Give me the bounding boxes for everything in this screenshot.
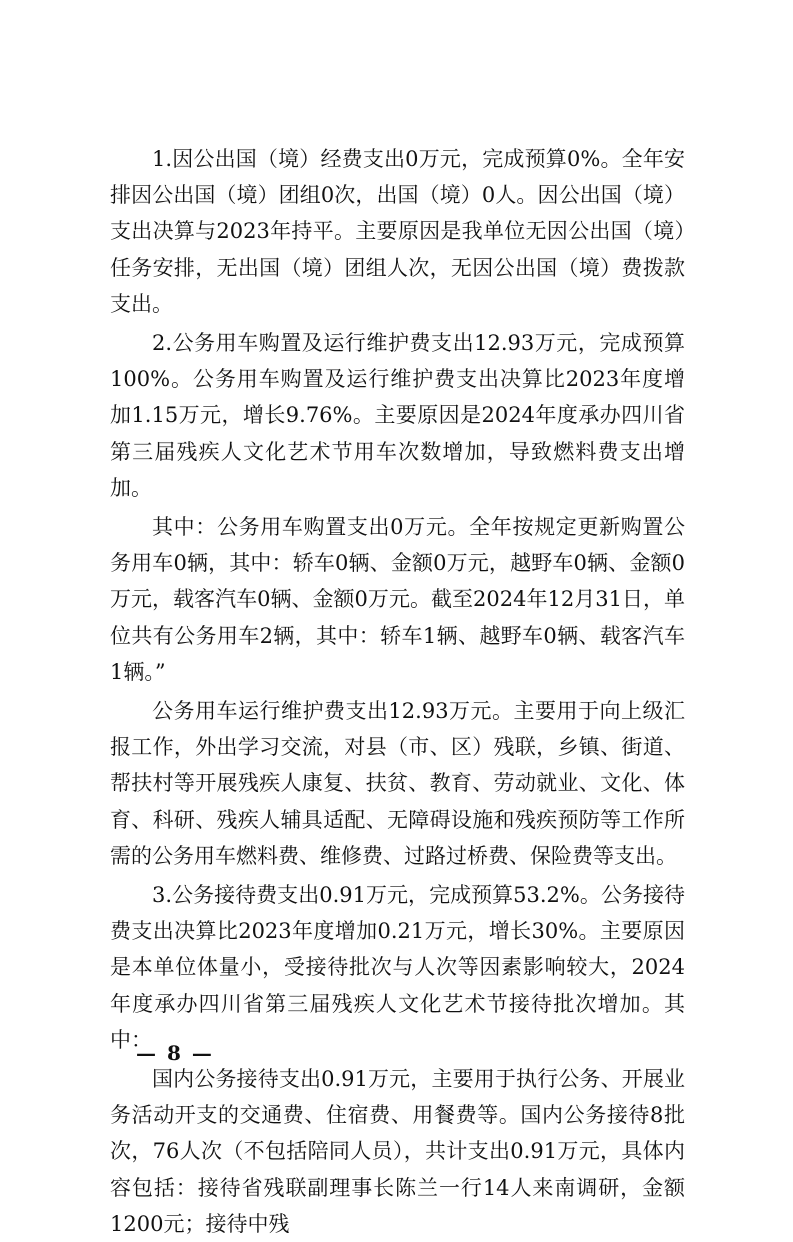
paragraph-vehicle-expense: 2.公务用车购置及运行维护费支出12.93万元，完成预算100%。公务用车购置及运行维护费支出决算比2023年度增加1.15万元，增长9.76%。主要原因是2024年度承办四川省第三届残疾人文化艺术节用车次数增加，导致燃料费支出增加。 [110, 331, 685, 500]
paragraph-overseas-expense: 1.因公出国（境）经费支出0万元，完成预算0%。全年安排因公出国（境）团组0次，出国（境）0人。因公出国（境）支出决算与2023年持平。主要原因是我单位无因公出国（境）任务安排，无出国（境）团组人次，无因公出国（境）费拨款支出。 [110, 147, 685, 316]
page-number: — 8 — [136, 1041, 214, 1065]
paragraph-vehicle-purchase: 其中：公务用车购置支出0万元。全年按规定更新购置公务用车0辆，其中：轿车0辆、金额0万元，越野车0辆、金额0万元，载客汽车0辆、金额0万元。截至2024年12月31日，单位共有公务用车2辆，其中：轿车1辆、越野车0辆、载客汽车1辆。” [110, 515, 685, 684]
paragraph-domestic-reception: 国内公务接待支出0.91万元，主要用于执行公务、开展业务活动开支的交通费、住宿费、用餐费等。国内公务接待8批次，76人次（不包括陪同人员），共计支出0.91万元，具体内容包括：接待省残联副理事长陈兰一行14人来南调研，金额1200元；接待中残 [110, 1067, 685, 1236]
paragraph-vehicle-maintenance: 公务用车运行维护费支出12.93万元。主要用于向上级汇报工作，外出学习交流，对县（市、区）残联，乡镇、街道、帮扶村等开展残疾人康复、扶贫、教育、劳动就业、文化、体育、科研、残疾人辅具适配、无障碍设施和残疾预防等工作所需的公务用车燃料费、维修费、过路过桥费、保险费等支出。 [110, 699, 685, 868]
paragraph-reception-expense: 3.公务接待费支出0.91万元，完成预算53.2%。公务接待费支出决算比2023年度增加0.21万元，增长30%。主要原因是本单位体量小，受接待批次与人次等因素影响较大，2024年度承办四川省第三届残疾人文化艺术节接待批次增加。其中： [110, 883, 685, 1052]
document-body [110, 141, 685, 1242]
